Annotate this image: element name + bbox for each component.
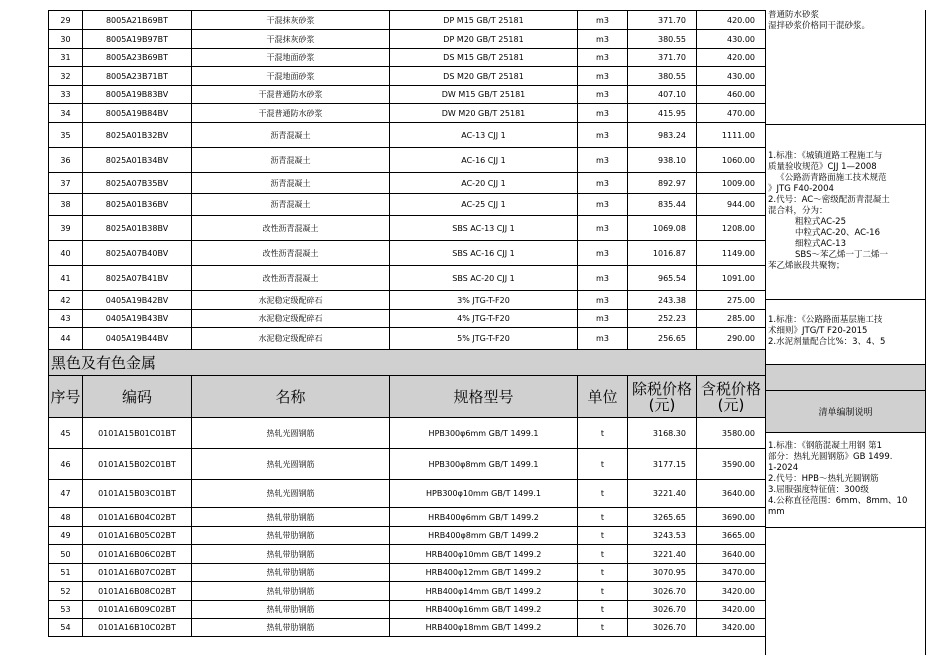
row-code: 0101A16B04C02BT (83, 508, 192, 527)
row-spec: HPB300φ10mm GB/T 1499.1 (390, 480, 578, 508)
row-price-in: 470.00 (697, 104, 766, 123)
row-unit: m3 (578, 194, 628, 216)
row-price-in: 420.00 (697, 11, 766, 30)
row-price-ex: 3221.40 (628, 480, 697, 508)
row-price-in: 3590.00 (697, 449, 766, 480)
row-no: 46 (49, 449, 83, 480)
row-name: 干混地面砂浆 (192, 67, 390, 86)
row-unit: t (578, 564, 628, 582)
section-title: 黑色及有色金属 (49, 350, 766, 376)
row-unit: t (578, 508, 628, 527)
row-code: 8025A07B40BV (83, 241, 192, 266)
row-no: 41 (49, 266, 83, 291)
row-unit: t (578, 545, 628, 564)
row-name: 干混地面砂浆 (192, 49, 390, 67)
row-spec: DS M20 GB/T 25181 (390, 67, 578, 86)
row-code: 0405A19B43BV (83, 310, 192, 328)
row-price-in: 290.00 (697, 328, 766, 350)
price-table (48, 10, 766, 637)
row-unit: m3 (578, 67, 628, 86)
row-price-in: 3640.00 (697, 480, 766, 508)
table-row (49, 310, 766, 328)
row-name: 改性沥青混凝土 (192, 241, 390, 266)
row-unit: m3 (578, 104, 628, 123)
row-price-ex: 3026.70 (628, 619, 697, 637)
row-name: 改性沥青混凝土 (192, 216, 390, 241)
header-spec: 规格型号 (390, 376, 578, 418)
row-price-ex: 3177.15 (628, 449, 697, 480)
table-row (49, 86, 766, 104)
row-spec: HRB400φ6mm GB/T 1499.2 (390, 508, 578, 527)
header-code: 编码 (83, 376, 192, 418)
row-name: 干混抹灰砂浆 (192, 30, 390, 49)
row-price-ex: 835.44 (628, 194, 697, 216)
row-code: 8025A07B35BV (83, 173, 192, 194)
row-spec: AC-20 CJJ 1 (390, 173, 578, 194)
row-price-in: 1060.00 (697, 148, 766, 173)
row-code: 0405A19B44BV (83, 328, 192, 350)
row-price-ex: 415.95 (628, 104, 697, 123)
row-name: 热轧带肋钢筋 (192, 527, 390, 545)
row-unit: t (578, 527, 628, 545)
row-no: 44 (49, 328, 83, 350)
row-price-ex: 256.65 (628, 328, 697, 350)
row-spec: DP M20 GB/T 25181 (390, 30, 578, 49)
row-name: 沥青混凝土 (192, 194, 390, 216)
row-spec: SBS AC-16 CJJ 1 (390, 241, 578, 266)
row-price-in: 430.00 (697, 30, 766, 49)
row-code: 8005A19B83BV (83, 86, 192, 104)
row-name: 水泥稳定级配碎石 (192, 310, 390, 328)
row-name: 热轧带肋钢筋 (192, 564, 390, 582)
row-spec: HPB300φ8mm GB/T 1499.1 (390, 449, 578, 480)
header-note: 清单编制说明 (766, 390, 926, 432)
section-title-filler (766, 364, 926, 390)
row-unit: t (578, 582, 628, 601)
row-name: 热轧光圆钢筋 (192, 480, 390, 508)
row-unit: m3 (578, 310, 628, 328)
table-row (49, 216, 766, 241)
table-row (49, 67, 766, 86)
notes-column (765, 10, 926, 655)
row-code: 8025A07B41BV (83, 266, 192, 291)
row-no: 50 (49, 545, 83, 564)
row-price-ex: 1016.87 (628, 241, 697, 266)
table-row (49, 418, 766, 449)
table-row (49, 123, 766, 148)
row-code: 0101A16B10C02BT (83, 619, 192, 637)
row-spec: AC-13 CJJ 1 (390, 123, 578, 148)
table-row (49, 266, 766, 291)
table-row (49, 449, 766, 480)
row-price-ex: 3026.70 (628, 601, 697, 619)
row-spec: HRB400φ16mm GB/T 1499.2 (390, 601, 578, 619)
row-no: 37 (49, 173, 83, 194)
row-code: 8005A19B97BT (83, 30, 192, 49)
row-no: 29 (49, 11, 83, 30)
row-spec: HRB400φ18mm GB/T 1499.2 (390, 619, 578, 637)
row-unit: m3 (578, 216, 628, 241)
row-price-in: 1009.00 (697, 173, 766, 194)
row-unit: m3 (578, 291, 628, 310)
row-price-in: 1111.00 (697, 123, 766, 148)
row-price-in: 3665.00 (697, 527, 766, 545)
table-row (49, 508, 766, 527)
row-price-ex: 1069.08 (628, 216, 697, 241)
row-price-ex: 371.70 (628, 11, 697, 30)
row-no: 51 (49, 564, 83, 582)
row-price-in: 3580.00 (697, 418, 766, 449)
row-name: 热轧光圆钢筋 (192, 449, 390, 480)
table-row (49, 49, 766, 67)
row-price-in: 1091.00 (697, 266, 766, 291)
row-price-ex: 892.97 (628, 173, 697, 194)
row-price-in: 3420.00 (697, 619, 766, 637)
row-spec: AC-16 CJJ 1 (390, 148, 578, 173)
row-code: 0405A19B42BV (83, 291, 192, 310)
row-spec: HRB400φ12mm GB/T 1499.2 (390, 564, 578, 582)
table-row (49, 480, 766, 508)
row-name: 沥青混凝土 (192, 123, 390, 148)
row-price-ex: 3221.40 (628, 545, 697, 564)
row-code: 8025A01B38BV (83, 216, 192, 241)
row-code: 8005A23B69BT (83, 49, 192, 67)
row-price-in: 3420.00 (697, 601, 766, 619)
row-no: 35 (49, 123, 83, 148)
row-unit: m3 (578, 173, 628, 194)
row-unit: m3 (578, 148, 628, 173)
row-spec: 5% JTG-T-F20 (390, 328, 578, 350)
table-row (49, 601, 766, 619)
row-no: 39 (49, 216, 83, 241)
row-name: 沥青混凝土 (192, 148, 390, 173)
table-row (49, 545, 766, 564)
row-spec: 3% JTG-T-F20 (390, 291, 578, 310)
row-name: 沥青混凝土 (192, 173, 390, 194)
row-code: 8005A21B69BT (83, 11, 192, 30)
row-no: 36 (49, 148, 83, 173)
row-spec: DS M15 GB/T 25181 (390, 49, 578, 67)
row-code: 8025A01B34BV (83, 148, 192, 173)
table-row (49, 564, 766, 582)
table-row (49, 173, 766, 194)
note-cement: 1.标准：《公路路面基层施工技 术细则》JTG/T F20-2015 2.水泥剂量配合比%：3、4、5 (766, 299, 926, 364)
row-code: 0101A16B06C02BT (83, 545, 192, 564)
row-no: 34 (49, 104, 83, 123)
row-name: 热轧带肋钢筋 (192, 582, 390, 601)
row-name: 热轧光圆钢筋 (192, 418, 390, 449)
row-spec: SBS AC-20 CJJ 1 (390, 266, 578, 291)
row-code: 8025A01B32BV (83, 123, 192, 148)
table-row (49, 104, 766, 123)
row-price-ex: 938.10 (628, 148, 697, 173)
row-no: 43 (49, 310, 83, 328)
table-row (49, 30, 766, 49)
row-unit: m3 (578, 11, 628, 30)
row-no: 53 (49, 601, 83, 619)
row-price-in: 3470.00 (697, 564, 766, 582)
row-code: 0101A16B09C02BT (83, 601, 192, 619)
row-price-ex: 3168.30 (628, 418, 697, 449)
table-row (49, 148, 766, 173)
row-no: 30 (49, 30, 83, 49)
table-row (49, 291, 766, 310)
header-price-in: 含税价格(元) (697, 376, 766, 418)
row-spec: 4% JTG-T-F20 (390, 310, 578, 328)
row-unit: t (578, 480, 628, 508)
row-price-ex: 965.54 (628, 266, 697, 291)
table-row (49, 582, 766, 601)
row-spec: DW M20 GB/T 25181 (390, 104, 578, 123)
row-price-in: 275.00 (697, 291, 766, 310)
row-unit: t (578, 619, 628, 637)
row-name: 热轧带肋钢筋 (192, 508, 390, 527)
row-name: 水泥稳定级配碎石 (192, 328, 390, 350)
note-mortar: 普通防水砂浆 湿拌砂浆价格同干混砂浆。 (766, 10, 926, 124)
row-code: 8005A23B71BT (83, 67, 192, 86)
row-unit: t (578, 449, 628, 480)
row-no: 42 (49, 291, 83, 310)
row-spec: SBS AC-13 CJJ 1 (390, 216, 578, 241)
row-name: 热轧带肋钢筋 (192, 545, 390, 564)
row-price-ex: 407.10 (628, 86, 697, 104)
row-name: 热轧带肋钢筋 (192, 619, 390, 637)
row-price-in: 944.00 (697, 194, 766, 216)
row-no: 33 (49, 86, 83, 104)
note-empty (766, 527, 926, 655)
row-price-ex: 243.38 (628, 291, 697, 310)
row-code: 0101A16B07C02BT (83, 564, 192, 582)
row-spec: HPB300φ6mm GB/T 1499.1 (390, 418, 578, 449)
row-name: 水泥稳定级配碎石 (192, 291, 390, 310)
row-no: 32 (49, 67, 83, 86)
row-no: 45 (49, 418, 83, 449)
row-price-in: 285.00 (697, 310, 766, 328)
header-unit: 单位 (578, 376, 628, 418)
note-steel: 1.标准：《钢筋混凝土用钢 第1 部分：热轧光圆钢筋》GB 1499. 1-2024 2.代号：HPB～热轧光圆钢筋 3.屈服强度特征值：300级 4.公称直径范围：6mm、8mm、10 mm (766, 432, 926, 527)
row-unit: m3 (578, 241, 628, 266)
row-no: 49 (49, 527, 83, 545)
row-spec: AC-25 CJJ 1 (390, 194, 578, 216)
row-code: 0101A15B02C01BT (83, 449, 192, 480)
row-no: 31 (49, 49, 83, 67)
row-spec: HRB400φ8mm GB/T 1499.2 (390, 527, 578, 545)
row-no: 40 (49, 241, 83, 266)
row-unit: t (578, 601, 628, 619)
row-no: 38 (49, 194, 83, 216)
row-code: 8005A19B84BV (83, 104, 192, 123)
row-unit: m3 (578, 123, 628, 148)
row-name: 干混抹灰砂浆 (192, 11, 390, 30)
row-unit: m3 (578, 86, 628, 104)
header-name: 名称 (192, 376, 390, 418)
table-row (49, 241, 766, 266)
row-code: 0101A16B08C02BT (83, 582, 192, 601)
row-spec: HRB400φ14mm GB/T 1499.2 (390, 582, 578, 601)
row-unit: m3 (578, 30, 628, 49)
row-no: 47 (49, 480, 83, 508)
table-header (49, 376, 766, 418)
row-price-ex: 380.55 (628, 30, 697, 49)
row-unit: m3 (578, 266, 628, 291)
table-row (49, 11, 766, 30)
row-spec: HRB400φ10mm GB/T 1499.2 (390, 545, 578, 564)
header-no: 序号 (49, 376, 83, 418)
row-code: 0101A15B03C01BT (83, 480, 192, 508)
row-code: 0101A15B01C01BT (83, 418, 192, 449)
row-price-ex: 3265.65 (628, 508, 697, 527)
table-row (49, 527, 766, 545)
table-row (49, 194, 766, 216)
row-price-ex: 371.70 (628, 49, 697, 67)
row-spec: DP M15 GB/T 25181 (390, 11, 578, 30)
row-price-in: 460.00 (697, 86, 766, 104)
row-unit: m3 (578, 328, 628, 350)
row-name: 干混普通防水砂浆 (192, 86, 390, 104)
table-row (49, 619, 766, 637)
row-price-in: 430.00 (697, 67, 766, 86)
row-price-in: 3690.00 (697, 508, 766, 527)
row-price-ex: 3026.70 (628, 582, 697, 601)
row-code: 8025A01B36BV (83, 194, 192, 216)
row-price-in: 1208.00 (697, 216, 766, 241)
row-name: 干混普通防水砂浆 (192, 104, 390, 123)
row-price-ex: 380.55 (628, 67, 697, 86)
row-no: 54 (49, 619, 83, 637)
row-spec: DW M15 GB/T 25181 (390, 86, 578, 104)
table-row (49, 328, 766, 350)
row-unit: m3 (578, 49, 628, 67)
row-price-in: 420.00 (697, 49, 766, 67)
row-unit: t (578, 418, 628, 449)
row-price-ex: 983.24 (628, 123, 697, 148)
row-price-ex: 3070.95 (628, 564, 697, 582)
row-name: 热轧带肋钢筋 (192, 601, 390, 619)
row-price-ex: 3243.53 (628, 527, 697, 545)
row-price-ex: 252.23 (628, 310, 697, 328)
row-price-in: 3640.00 (697, 545, 766, 564)
row-price-in: 3420.00 (697, 582, 766, 601)
header-price-ex: 除税价格(元) (628, 376, 697, 418)
row-price-in: 1149.00 (697, 241, 766, 266)
row-no: 52 (49, 582, 83, 601)
row-name: 改性沥青混凝土 (192, 266, 390, 291)
row-code: 0101A16B05C02BT (83, 527, 192, 545)
note-asphalt: 1.标准：《城镇道路工程施工与 质量验收规范》CJJ 1—2008 《公路沥青路面施工技术规范 》JTG F40-2004 2.代号：AC～密级配沥青混凝土 混合料，分为： 粗粒式AC-25 中粒式AC-20、AC-16 细粒式AC-13 SBS～苯乙烯一丁二烯一 苯乙烯嵌段共聚物； (766, 124, 926, 299)
row-no: 48 (49, 508, 83, 527)
